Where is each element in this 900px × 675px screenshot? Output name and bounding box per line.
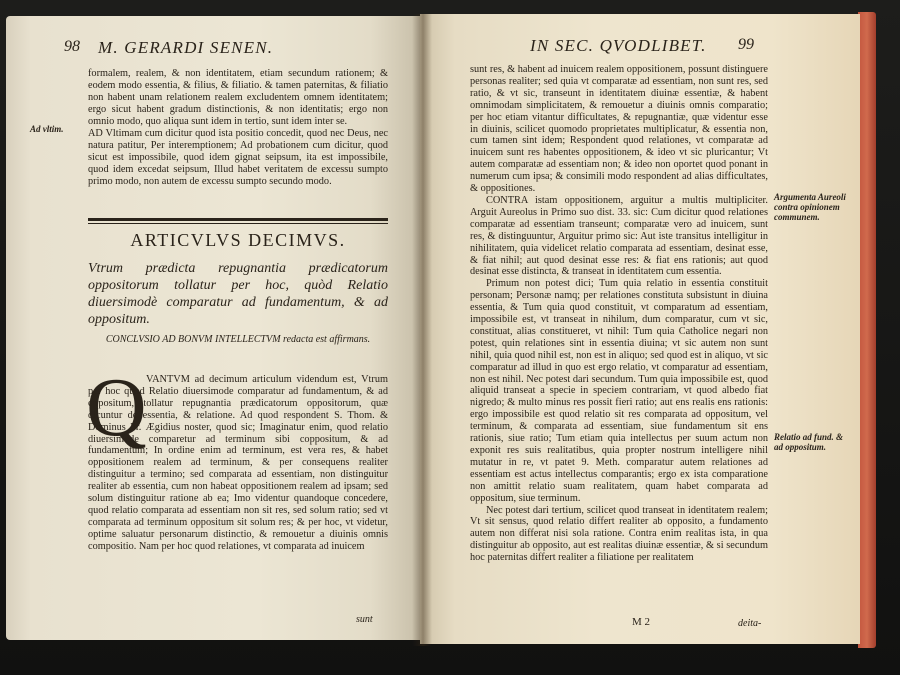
right-running-head: IN SEC. QVODLIBET. — [530, 36, 707, 55]
right-paragraph-3: Primum non potest dici; Tum quia relatio in essentia constituit personam; Personæ namq; per relationes constituta subsistunt in diuina essentia, & Tum quia quod constituit, vt comparatum ad essentiam, impossibile est, vt transeat in nihilum, dum comparatur, cum vt sic, constituat, alias constitueret, vt nihil: Tum quia Catholice negari non potest, quin relationes sint in essentia diuina; vt sic autem non sunt nihil, quia quod nihil est, non est in aliquo; sed quod est in aliquo, vt sic comparatur ad illud in quo est ergo relatio, vt comparatur ad essentiam, non est nihil. Nec potest dari secundum. Tum quia impossibile est, quod aliquid transeat a specie in speciem contrariam, vt quod albedo fiat nigredo; & multo minus res possit fieri ratio; aut ens realis ens rationis: ergo impossibile est quod relatio sit res comparata ad oppositum, vel terminum, & comparata ad essentiam, siue fundamentum sit ens rationis, siue ratio; Tum etiam quia intellectus per suum actum non exponit res suis realitatibus, quia propter nostrum intelligere nihil mutatur in re, vt patet 9. Meth. comparatur autem relationes ad essentiam est actus intellectus comparantis; ergo ex ista comparatione non amittit relatio suam realitatem, quam habet comparata ad oppositum, siue terminum. — [470, 278, 768, 504]
right-catchword: deita- — [738, 618, 762, 629]
right-margin-note-1: Argumenta Aureoli contra opinionem communem. — [774, 192, 846, 222]
right-page — [420, 14, 860, 644]
right-paragraph-1: sunt res, & habent ad inuicem realem oppositionem, possunt distinguere personas realiter; sed quia vt comparatæ ad essentiam, non sunt res, sed ratio, & vt sic, transeunt in identitatem diuinæ essentiæ, & habent omnimodam simplicitatem, & remouetur a diuinis omnis comparatio; per hoc etiam vitantur difficultates, & repugnantiæ, quæ videntur esse in diuinis, scilicet quomodo proprietates multiplicatur, & essentia non, cum tamen sint idem; Respondent quod relationes, vt comparatæ ad inuicem sunt res habentes oppositionem, & ideo vt sic pluricantur; Vt autem comparatæ ad essentiam non; & ideo non oportet quod ponant in numerum cum ipsa; & consimili modo respondent ad alias difficultates, & oppositiones. — [470, 64, 768, 195]
drop-capital: Q — [86, 361, 147, 454]
article-title: ARTICVLVS DECIMVS. — [130, 230, 346, 250]
left-main-text — [88, 374, 388, 553]
ad-ultimum-paragraph: AD Vltimam cum dicitur quod ista positio concedit, quod nec Deus, nec natura patitur, Per interemptionem; Ad probationem cum dicitur, quod sicut est impossibile, quod idem gignat seipsum, ita est impossibile, quod idem excedat seipsum, Illud habet veritatem de excessu sumpto primo modo, non autem de excessu sumpto secundo modo. — [88, 128, 388, 187]
page-edge-red — [858, 12, 876, 648]
left-page — [6, 16, 420, 640]
book-gutter — [412, 14, 432, 646]
left-running-head: M. GERARDI SENEN. — [98, 38, 274, 57]
right-page-number: 99 — [738, 36, 754, 53]
main-paragraph: VANTVM ad decimum articulum videndum est, Vtrum per hoc quod Relatio diuersimode comparatur ad fundamentum, & ad oppositum, tollatur repugnantia prædicatorum oppositorum, quæ dicuntur de essentia, & relatione. Ad quod respondent S. Thom. & Dominus Fr. Ægidius noster, quod sic; Imaginatur enim, quod relatio diuersimode comparetur ad terminum sibi coppositum, & ad fundamentum; In ordine enim ad terminum, est vera res, & habet oppositionem realem ad terminum, & per consequens realiter distinguitur a termino; sed comparata ad essentiam, non distinguitur realiter ab essentia, cum non habeat oppositionem realem ad ipsam; sed solum distinguitur ratione ab ea; Imo videntur quandoque concedere, quod relatio comparata ad essentiam non sit res, sed solum ratio; sed vt comparata ad terminum oppositum sit solum res; & per hoc, vt videtur, optime saluatur personarum distinctio, & remouetur a diuinis omnis compositio. Nam per hoc quod relationes, vt comparata ad inuicem — [88, 374, 388, 552]
right-text-column — [470, 64, 768, 564]
left-page-number: 98 — [64, 38, 80, 55]
conclusio-heading: CONCLVSIO AD BONVM INTELLECTVM redacta est affirmans. — [105, 334, 371, 345]
right-paragraph-4: Nec potest dari tertium, scilicet quod transeat in identitatem realem; Vt sit sensus, quod relatio differt realiter ab opposito, a fundamento autem non differat nisi sola ratione. Contra enim realitas ista, in qua distinguitur ab opposito, aut est realitas diuinæ essentiæ, & si secundum hoc paternitas differt realiter a filiatione per realitatem — [470, 504, 768, 564]
article-question: Vtrum prædicta repugnantia prædicatorum oppositorum tollatur per hoc, quòd Relatio diuersimodè comparatur ad fundamentum, & ad oppositum. — [88, 261, 388, 327]
section-rule-top — [88, 218, 388, 221]
top-paragraph: formalem, realem, & non identitatem, etiam secundum rationem; & eodem modo essentia, & filius, & filiatio. & tamen paternitas, & filiatio non habent unam relationem realem excludentem omnem identitatem; ergo sicut habent gradum distinctionis, & non identitatis; ergo non omnio modo, quo aliqua sunt idem in tertio, sunt idem inter se. — [88, 68, 388, 127]
right-margin-note-2: Relatio ad fund. & ad oppositum. — [774, 432, 844, 452]
left-top-text — [88, 68, 388, 128]
left-catchword: sunt — [356, 614, 373, 625]
section-rule-bottom — [88, 223, 388, 224]
left-ad-ultimum-text — [88, 128, 388, 188]
left-margin-note: Ad vltim. — [30, 124, 64, 134]
signature-mark: M 2 — [632, 616, 651, 628]
right-paragraph-2: CONTRA istam oppositionem, arguitur a multis multipliciter. Arguit Aureolus in Primo suo dist. 33. sic: Cum dicitur quod relationes comparatæ ad essentiam transeunt; comparatæ vero ad inuicem, sunt res, & distinguuntur, Arguitur primo sic: Aut iste transitus intelligitur in nihilitatem, quia videlicet relatio comparata ad essentiam, desinat esse, & fiat nihil; aut quod desinat esse res: & fiat ens rationis; aut quod desinat esse distincta, & transeat in identitatem cum essentia. — [470, 194, 768, 278]
